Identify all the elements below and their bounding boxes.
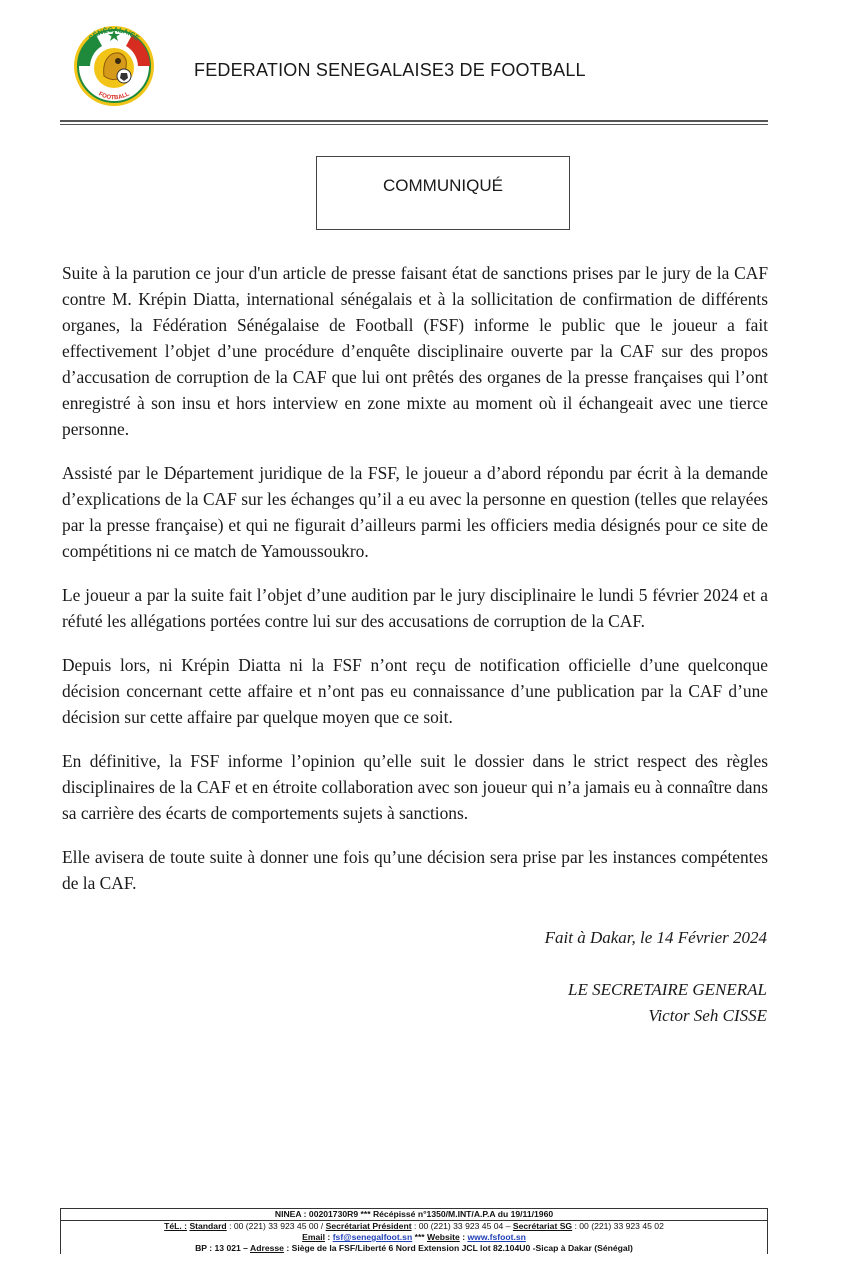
footer-phone-line — [61, 1220, 767, 1232]
logo-text-top: SÉNÉGALAISE — [87, 26, 141, 43]
logo-text-bottom: FOOTBALL — [97, 91, 131, 102]
body-paragraph: Elle avisera de toute suite à donner une fois qu’une décision sera prise par les instances compétentes de la CAF. — [62, 847, 768, 893]
sec-sg-value: : 00 (221) 33 923 45 02 — [572, 1221, 664, 1231]
header-divider — [60, 120, 768, 122]
footer-registration-line: NINEA : 00201730R9 *** Récépissé n°1350/M.INT/A.P.A du 19/11/1960 — [274, 1209, 554, 1219]
fsf-logo — [66, 20, 162, 108]
sec-president-value: : 00 (221) 33 923 45 04 – — [411, 1221, 513, 1231]
body-paragraph: Depuis lors, ni Krépin Diatta ni la FSF n’ont reçu de notification officielle d’une quelconque décision concernant cette affaire et n’ont pas eu connaissance d’une publication par la CAF d’une décision sur cette affaire par quelque moyen que ce soit. — [62, 655, 768, 727]
footer-contact-box — [60, 1208, 768, 1254]
standard-value: : 00 (221) 33 923 45 00 / — [226, 1221, 326, 1231]
body-paragraph: Assisté par le Département juridique de la FSF, le joueur a d’abord répondu par écrit à la demande d’explications de la CAF sur les échanges qu’il a eu avec la personne en question (telles que relayées par la presse française) et qui ne figurait d’ailleurs parmi les officiers media désignés pour ce site de compétitions ni ce match de Yamoussoukro. — [62, 463, 768, 561]
body-paragraph: En définitive, la FSF informe l’opinion qu’elle suit le dossier dans le strict respect des règles disciplinaires de la CAF et en étroite collaboration avec son joueur qui n’a jamais eu à connaître dans sa carrière des écarts de comportements sujets à sanctions. — [62, 751, 768, 823]
place-date: Fait à Dakar, le 14 Février 2024 — [544, 928, 767, 947]
standard-label: Standard — [189, 1221, 227, 1231]
po-box: BP : 13 021 – — [195, 1243, 248, 1253]
website-link[interactable]: www.fsfoot.sn — [467, 1232, 526, 1242]
document-title: COMMUNIQUÉ — [383, 176, 503, 195]
body-paragraph: Le joueur a par la suite fait l’objet d’une audition par le jury disciplinaire le lundi 5 février 2024 et a réfuté les allégations portées contre lui sur des accusations de corruption de la CAF. — [62, 585, 768, 631]
sec-president-label: Secrétariat Président — [325, 1221, 412, 1231]
signatory-title: LE SECRETAIRE GENERAL — [568, 980, 767, 999]
body-paragraph: Suite à la parution ce jour d'un article de presse faisant état de sanctions prises par le jury de la CAF contre M. Krépin Diatta, international sénégalais et à la sollicitation de confirmation de différents organes, la Fédération Sénégalaise de Football (FSF) informe le public que le joueur a fait effectivement l’objet d’une procédure d’enquête disciplinaire ouverte par la CAF sur des propos d’accusation de corruption de la CAF que lui ont prêtés des organes de la presse françaises qui l’ont enregistré à son insu et hors interview en zone mixte au moment où il échangeait avec une tierce personne. — [62, 263, 768, 439]
address-label: Adresse — [250, 1243, 284, 1253]
footer-address-line — [61, 1243, 767, 1254]
address-value: : Siège de la FSF/Liberté 6 Nord Extension JCL lot 82.104U0 -Sicap à Dakar (Sénégal) — [283, 1243, 633, 1253]
phone-label: TéL. : — [164, 1221, 188, 1231]
website-label: Website — [427, 1232, 460, 1242]
signatory-name: Victor Seh CISSE — [648, 1006, 767, 1025]
website-separator: *** — [412, 1232, 428, 1242]
email-link[interactable]: fsf@senegalfoot.sn — [332, 1232, 413, 1242]
email-label: Email — [302, 1232, 326, 1242]
fsf-crest-icon — [66, 20, 162, 108]
org-name: FEDERATION SENEGALAISE3 DE FOOTBALL — [194, 60, 586, 80]
footer-web-line: Email : fsf@senegalfoot.sn *** Website : www.fsfoot.sn — [302, 1232, 526, 1242]
header-divider-thin — [60, 124, 768, 125]
communique-body — [62, 260, 768, 914]
sec-sg-label: Secrétariat SG — [512, 1221, 573, 1231]
